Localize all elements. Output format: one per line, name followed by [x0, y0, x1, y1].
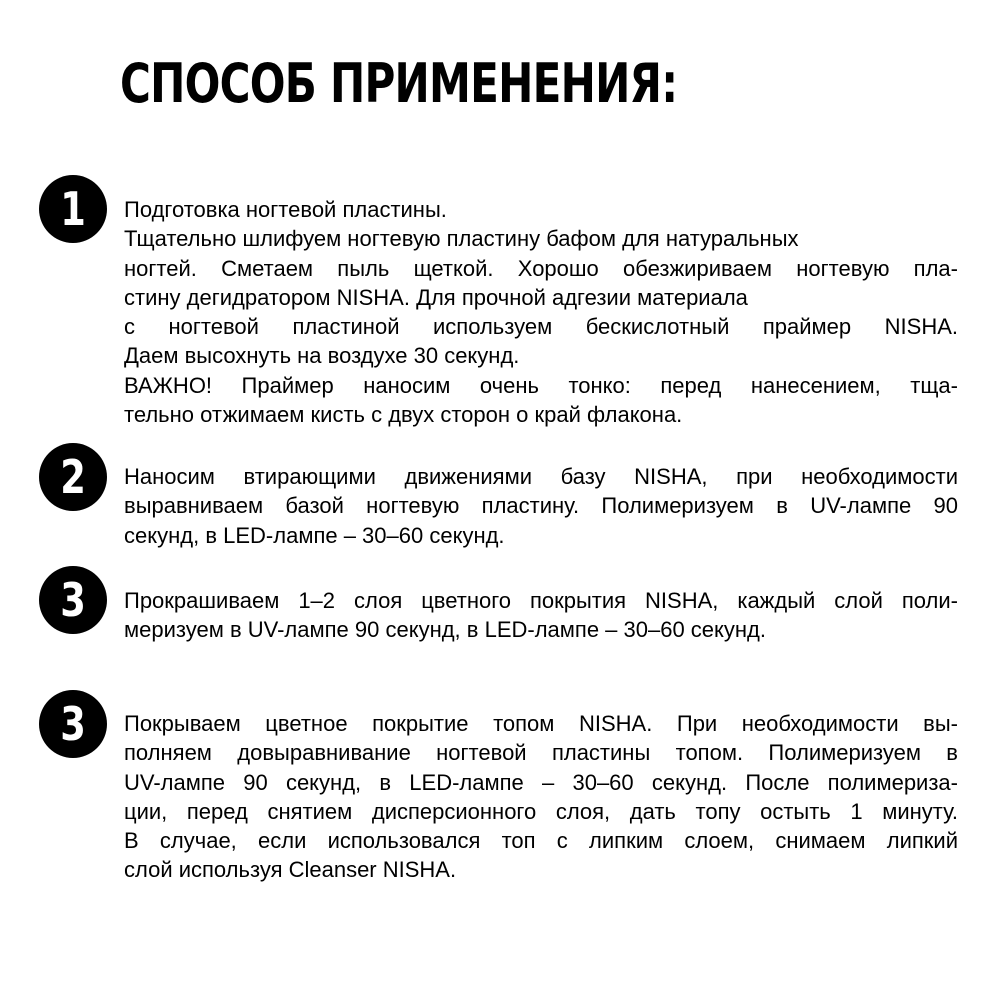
page-title: СПОСОБ ПРИМЕНЕНИЯ: [120, 52, 678, 115]
text-line: с ногтевой пластиной используем бескислотный праймер NISHA. [124, 314, 958, 340]
step-number: 2 [60, 450, 86, 504]
text-line: секунд, в LED-лампе – 30–60 секунд. [124, 522, 505, 548]
step-number: 3 [60, 697, 86, 751]
step-number-badge [39, 443, 107, 511]
text-line: UV-лампе 90 секунд, в LED-лампе – 30–60 секунд. После полимериза- [124, 769, 958, 795]
step-number-badge [39, 566, 107, 634]
text-line: Прокрашиваем 1–2 слоя цветного покрытия NISHA, каждый слой поли- [124, 588, 958, 613]
step-number-badge [39, 175, 107, 243]
step-text [124, 462, 958, 550]
text-line: выравниваем базой ногтевую пластину. Полимеризуем в UV-лампе 90 [124, 493, 958, 519]
text-line: Покрываем цветное покрытие топом NISHA. При необходимости вы- [124, 711, 958, 736]
text-line: Подготовка ногтевой пластины. [124, 197, 447, 222]
text-line: Даем высохнуть на воздухе 30 секунд. [124, 343, 520, 369]
text-line: стину дегидратором NISHA. Для прочной адгезии материала [124, 284, 748, 310]
text-line: В случае, если использовался топ с липким слоем, снимаем липкий [124, 828, 958, 854]
step-text [124, 709, 958, 885]
text-line: тельно отжимаем кисть с двух сторон о край флакона. [124, 402, 683, 428]
text-line: Тщательно шлифуем ногтевую пластину бафом для натуральных [124, 226, 799, 252]
text-line: полняем довыравнивание ногтевой пластины топом. Полимеризуем в [124, 740, 958, 766]
step-text [124, 586, 958, 645]
text-line: ции, перед снятием дисперсионного слоя, дать топу остыть 1 минуту. [124, 798, 958, 824]
step-number: 3 [60, 573, 86, 627]
text-line: меризуем в UV-лампе 90 секунд, в LED-лампе – 30–60 секунд. [124, 617, 767, 643]
step-number: 1 [60, 182, 86, 236]
text-line: ногтей. Сметаем пыль щеткой. Хорошо обезжириваем ногтевую пла- [124, 255, 958, 281]
text-line: слой используя Cleanser NISHA. [124, 857, 457, 883]
step-number-badge [39, 690, 107, 758]
text-line: ВАЖНО! Праймер наносим очень тонко: перед нанесением, тща- [124, 372, 958, 398]
step-text [124, 195, 958, 429]
text-line: Наносим втирающими движениями базу NISHA, при необходимости [124, 464, 958, 489]
